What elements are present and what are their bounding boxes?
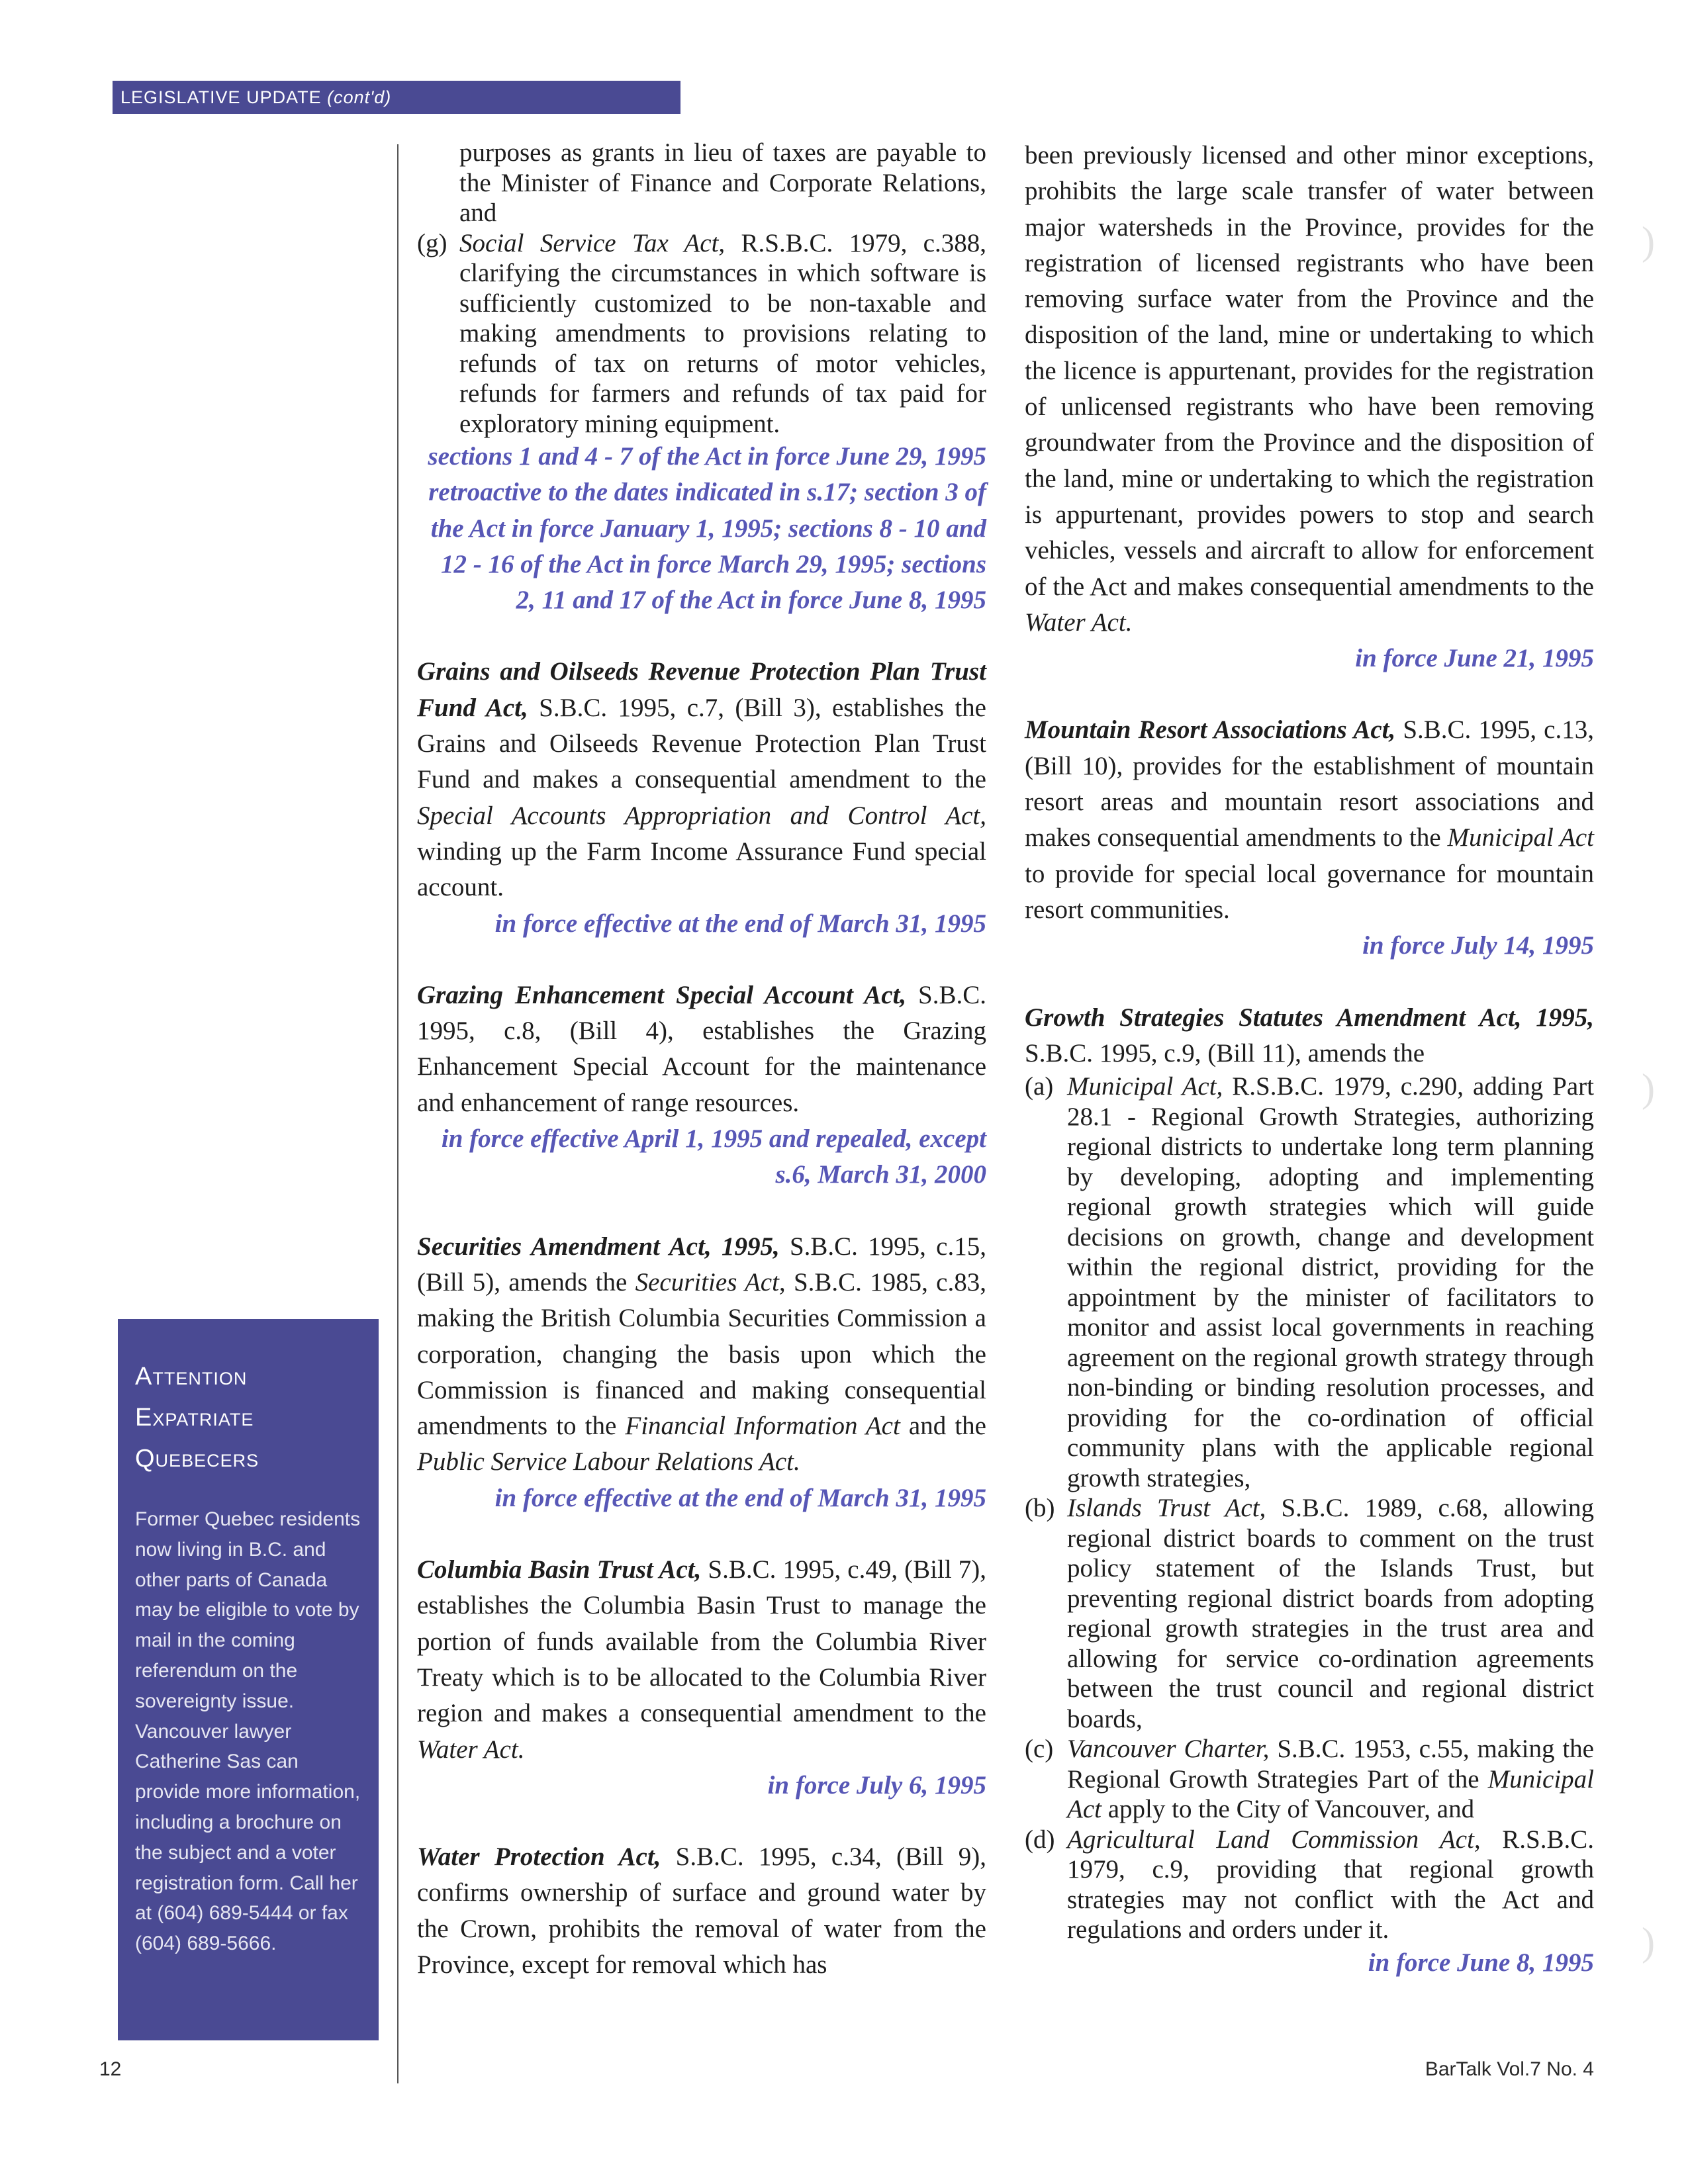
middle-column	[417, 138, 986, 1983]
spacer	[417, 1193, 986, 1229]
act-text: S.B.C. 1995, c.49, (Bill 7), establishes the Columbia Basin Trust to manage the portion of funds available from the Columbia River Treaty which is to be allocated to the Columbia River region and makes a consequential amendment to the	[417, 1555, 986, 1728]
act-entry-grains	[417, 654, 986, 905]
act-text: S.B.C. 1995, c.8, (Bill 4), establishes the Grazing Enhancement Special Account for the maintenance and enhancement of range resources.	[417, 980, 987, 1117]
act-title: Columbia Basin Trust Act,	[417, 1555, 702, 1584]
spacer	[417, 618, 986, 654]
right-column	[1025, 138, 1594, 1981]
spacer	[417, 1803, 986, 1839]
list-item-b	[1025, 1493, 1594, 1734]
act-text: been previously licensed and other minor exceptions, prohibits the large scale transfer of water between major watersheds in the Province, provides for the registration of licensed registrants who have been removing surface water from the Province and the disposition of the land, mine or undertaking to which the licence is appurtenant, provides for the registration of unlicensed registrants who have been removing groundwater from the Province and the disposition of the land, mine or undertaking to which the registration is appurtenant, provides powers to stop and search vehicles, vessels and aircraft to allow for enforcement of the Act and makes consequential amendments to the	[1025, 141, 1594, 601]
act-text: S.B.C. 1985, c.83, making the British Columbia Securities Commission a corporation, changing the basis upon which the Commission is financed and making consequential amendments to the	[417, 1267, 986, 1441]
list-text: S.B.C. 1989, c.68, allowing regional district boards to comment on the trust policy statement of the Islands Trust, but preventing regional district boards from adopting regional growth strategies in the trust area and allowing for service co-ordination agreements between the trust council and regional district boards,	[1067, 1494, 1594, 1733]
act-title: Grains and Oilseeds Revenue Protection Plan Trust Fund Act,	[417, 657, 986, 722]
margin-mark: )	[1642, 219, 1655, 263]
list-label-a: (a)	[1025, 1072, 1054, 1101]
act-entry-securities	[417, 1229, 986, 1480]
act-reference: Vancouver Charter,	[1067, 1735, 1270, 1764]
in-force-status: in force effective at the end of March 31, 1995	[494, 909, 986, 938]
in-force-status: in force July 14, 1995	[1362, 931, 1594, 960]
in-force-status: in force July 6, 1995	[767, 1770, 986, 1799]
act-entry-mountain	[1025, 712, 1594, 928]
act-entry-growth	[1025, 1000, 1594, 1072]
sidebar-title: Attention Expatriate Quebecers	[135, 1363, 259, 1473]
section-header-label: LEGISLATIVE UPDATE	[120, 87, 322, 107]
continued-paragraph: purposes as grants in lieu of taxes are payable to the Minister of Finance and Corporate Relations, and	[459, 138, 986, 227]
in-force-status: in force June 21, 1995	[1355, 644, 1594, 673]
in-force-status: sections 1 and 4 - 7 of the Act in force June 29, 1995 retroactive to the dates indicated in s.17; section 3 of the Act in force January 1, 1995; sections 8 - 10 and 12 - 16 of the Act in force March 29, 1995; sections 2, 11 and 17 of the Act in force June 8, 1995	[428, 442, 986, 615]
list-item-a	[1025, 1071, 1594, 1493]
list-text: R.S.B.C. 1979, c.9, providing that regional growth strategies may not conflict with the Act and regulations and orders under it.	[1067, 1825, 1594, 1944]
list-text: R.S.B.C. 1979, c.290, adding Part 28.1 - Regional Growth Strategies, authorizing regional districts to undertake long term planning by developing, adopting and implementing regional growth strategies which will guide decisions on growth, change and development within the regional district, providing for the appointment by the minister of facilitators to monitor and assist local governments in reaching agreement on the regional growth strategy through non-binding or binding resolution processes, and providing for the co-ordination of official community plans with the applicable regional growth strategies,	[1067, 1072, 1594, 1492]
act-reference: Special Accounts Appropriation and Control Act,	[417, 801, 986, 830]
act-text: S.B.C. 1995, c.34, (Bill 9), confirms ownership of surface and ground water by the Crown, prohibits the removal of water from the Province, except for removal which has	[417, 1843, 986, 1979]
in-force-status: in force effective April 1, 1995 and repealed, except s.6, March 31, 2000	[441, 1124, 986, 1189]
spacer	[417, 1516, 986, 1552]
sidebar-body: Former Quebec residents now living in B.C. and other parts of Canada may be eligible to vote by mail in the coming referendum on the sovereignty issue. Vancouver lawyer Catherine Sas can provide more information, including a brochure on the subject and a voter registration form. Call her at (604) 689-5444 or fax (604) 689-5666.	[135, 1508, 361, 1955]
act-entry-grazing	[417, 978, 986, 1121]
list-label-d: (d)	[1025, 1825, 1055, 1854]
column-divider	[397, 144, 399, 2083]
list-label-b: (b)	[1025, 1494, 1055, 1523]
list-label-c: (c)	[1025, 1735, 1054, 1764]
act-text: winding up the Farm Income Assurance Fund special account.	[417, 837, 986, 902]
act-reference: Islands Trust Act,	[1067, 1494, 1266, 1523]
section-header-cont: (cont'd)	[327, 87, 392, 107]
page-number: 12	[99, 2058, 122, 2080]
act-text: S.B.C. 1995, c.7, (Bill 3), establishes the Grains and Oilseeds Revenue Protection Plan Trust Fund and makes a consequential amendment to the	[417, 693, 986, 794]
act-reference: Social Service Tax Act,	[459, 228, 726, 257]
act-reference: Agricultural Land Commission Act,	[1067, 1825, 1481, 1854]
margin-mark: )	[1642, 1066, 1655, 1110]
act-reference: Water Act.	[417, 1735, 525, 1764]
list-text: apply to the City of Vancouver, and	[1101, 1795, 1475, 1824]
act-title: Grazing Enhancement Special Account Act,	[417, 980, 907, 1009]
act-title: Mountain Resort Associations Act,	[1025, 715, 1396, 745]
list-item-c	[1025, 1734, 1594, 1825]
act-reference: Financial Information Act	[625, 1412, 900, 1441]
list-item-d	[1025, 1825, 1594, 1945]
act-reference: Municipal Act	[1447, 823, 1594, 852]
act-text: and the	[900, 1412, 986, 1441]
attention-sidebar	[118, 1319, 379, 2040]
act-reference: Securities Act,	[635, 1267, 786, 1297]
act-entry-columbia	[417, 1552, 986, 1768]
act-reference: Public Service Labour Relations Act.	[417, 1447, 800, 1477]
act-reference: Municipal Act,	[1067, 1072, 1223, 1101]
act-title: Water Protection Act,	[417, 1843, 661, 1872]
section-header-bar	[113, 81, 680, 114]
spacer	[1025, 676, 1594, 712]
spacer	[417, 942, 986, 978]
in-force-status: in force effective at the end of March 31, 1995	[494, 1483, 986, 1512]
act-entry-water	[417, 1839, 986, 1983]
in-force-status: in force June 8, 1995	[1368, 1948, 1594, 1977]
list-label-g: (g)	[417, 228, 447, 257]
act-text: S.B.C. 1995, c.15, (Bill 5), amends the	[417, 1232, 986, 1297]
publication-footer: BarTalk Vol.7 No. 4	[1425, 2058, 1594, 2080]
act-reference: Municipal Act	[1067, 1764, 1594, 1824]
spacer	[1025, 964, 1594, 1000]
act-title: Growth Strategies Statutes Amendment Act, 1995,	[1025, 1003, 1594, 1032]
list-text: R.S.B.C. 1979, c.388, clarifying the circumstances in which software is sufficiently customized to be non-taxable and making amendments to provisions relating to refunds of tax on returns of motor vehicles, refunds for farmers and refunds of tax paid for exploratory mining equipment.	[459, 228, 986, 438]
act-reference: Water Act.	[1025, 608, 1133, 637]
list-text: S.B.C. 1953, c.55, making the Regional Growth Strategies Part of the	[1067, 1735, 1594, 1794]
act-text: S.B.C. 1995, c.13, (Bill 10), provides for the establishment of mountain resort areas and mountain resort associations and makes consequential amendments to the	[1025, 715, 1594, 852]
list-item-g	[417, 228, 986, 439]
margin-mark: )	[1642, 1920, 1655, 1964]
act-title: Securities Amendment Act, 1995,	[417, 1232, 780, 1261]
act-text: to provide for special local governance for mountain resort communities.	[1025, 859, 1594, 924]
act-text: S.B.C. 1995, c.9, (Bill 11), amends the	[1025, 1038, 1425, 1068]
act-entry-water-continued	[1025, 138, 1594, 641]
